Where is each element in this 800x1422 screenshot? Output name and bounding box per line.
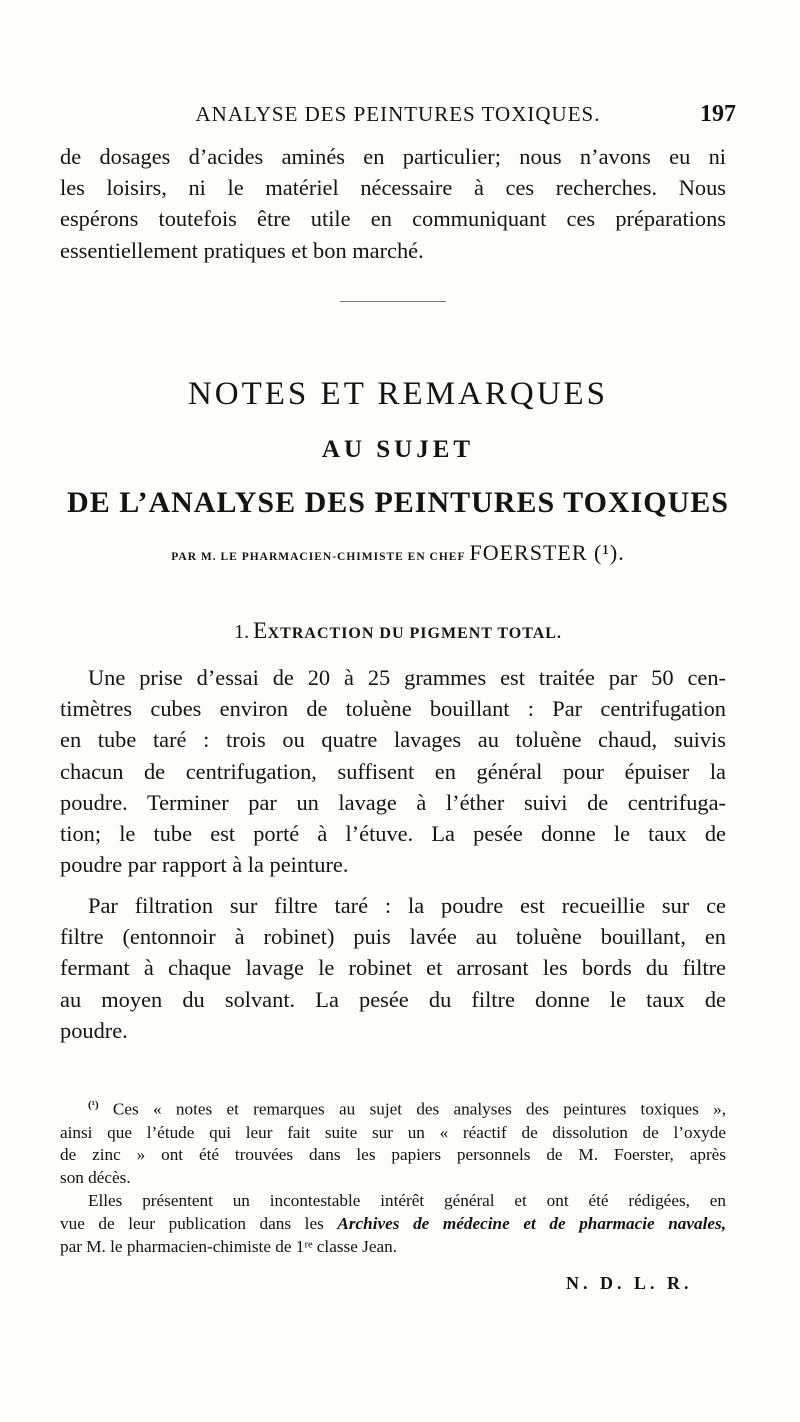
footnote-line: par M. le pharmacien-chimiste de 1ʳᵉ classe Jean. [60,1236,397,1256]
section-heading [60,616,736,649]
footnote-line [60,1213,726,1236]
text-line: poudre par rapport à la peinture. [60,852,349,878]
text-line: Une prise d’essai de 20 à 25 grammes est traitée par 50 cen- [88,665,726,690]
text-line: tion; le tube est porté à l’étuve. La pesée donne le taux de [60,821,726,847]
text-line: poudre. [60,1017,128,1043]
footnote-text: Ces « notes et remarques au sujet des analyses des peintures toxiques », [112,1099,726,1119]
footnote-line: de zinc » ont été trouvées dans les papiers personnels de M. Foerster, après [60,1145,726,1165]
footnote-line: ainsi que l’étude qui leur fait suite sur un « réactif de dissolution de l’oxyde [60,1122,726,1142]
footnote-line [60,1094,726,1122]
section-title-rest: XTRACTION DU PIGMENT TOTAL. [267,625,562,642]
text-line: filtre (entonnoir à robinet) puis lavée au toluène bouillant, en [60,924,726,950]
section-separator [340,301,446,302]
body-paragraph-2 [60,890,726,1046]
section-initial: E [253,618,268,643]
running-title: ANALYSE DES PEINTURES TOXIQUES. [195,102,601,126]
article-title-line2: AU SUJET [321,436,475,463]
text-line: fermant à chaque lavage le robinet et arrosant les bords du filtre [60,955,726,981]
footnote-text: vue de leur publication dans les [60,1213,338,1233]
footnote-marker: (¹) [88,1099,99,1111]
author-byline [60,538,736,572]
intro-paragraph [60,141,726,266]
text-line: en tube taré : trois ou quatre lavages au toluène chaud, suivis [60,727,726,753]
footnote [60,1094,726,1258]
footnote-line: Elles présentent un incontestable intérêt général et ont été rédigées, en [88,1190,726,1210]
text-line: au moyen du solvant. La pesée du filtre donne le taux de [60,986,726,1012]
footnote-line: son décès. [60,1168,131,1188]
text-line: chacun de centrifugation, suffisent en général pour épuiser la [60,758,726,784]
article-title: NOTES ET REMARQUES [187,376,609,412]
author-name: FOERSTER (¹). [469,540,625,565]
journal-title: Archives de médecine et de pharmacie navales, [337,1213,727,1233]
running-header [60,96,736,132]
byline-prefix: PAR M. LE PHARMACIEN-CHIMISTE EN CHEF [171,551,466,563]
text-line: poudre. Terminer par un lavage à l’éther suivi de centrifuga- [60,789,726,815]
text-line: essentiellement pratiques et bon marché. [60,237,424,263]
text-line: timètres cubes environ de toluène bouillant : Par centrifugation [60,696,726,722]
page-number: 197 [700,101,736,127]
text-line: espérons toutefois être utile en communiquant ces préparations [60,206,726,232]
text-line: de dosages d’acides aminés en particulier; nous n’avons eu ni [60,144,726,169]
section-number: 1. [234,621,250,643]
body-paragraph-1 [60,662,726,880]
article-title-line3: DE L’ANALYSE DES PEINTURES TOXIQUES [67,486,729,519]
text-line: Par filtration sur filtre taré : la poudre est recueillie sur ce [88,893,726,918]
editor-signature: N. D. L. R. [566,1273,693,1293]
text-line: les loisirs, ni le matériel nécessaire à ces recherches. Nous [60,175,726,201]
